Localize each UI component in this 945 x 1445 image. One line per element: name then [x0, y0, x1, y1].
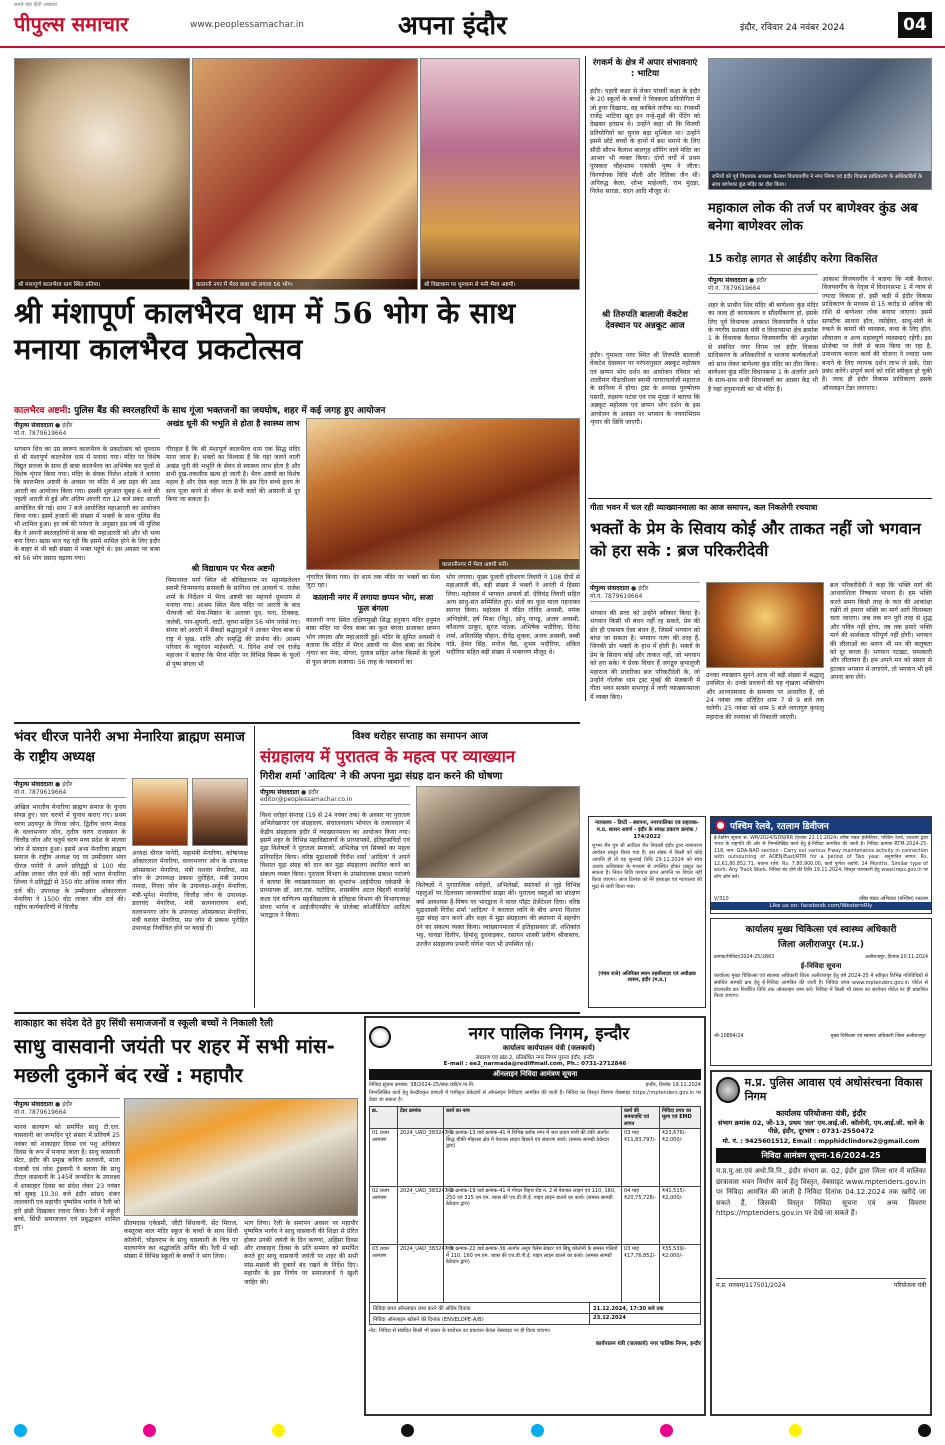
brajdevi-col1: भगवान की सत्ता को उन्होंने स्वीकार किया है। भगवान किसी भी बंधन नहीं रह सकते, प्रेम की डोर ही एकमात्र ऐसा बंधन है, जिसमें भगवान को बांधा जा सकता है। भगवान पतंग की तरह हैं, जिनकी डोर भक्तों के हाथ में होती है। भक्तों के प्रेम के सिवाय कोई और ताकत नहीं, जो भगवान को हरा सके। ये प्रेरक विचार हैं जगद्गुरु कृपालुजी महाराज की प्रचारिका ब्रज परिकरीदेवी के, जो उन्होंने गोलोक धाम ट्रस्ट मुंबई की मेजबानी में गीता भवन सत्संग सभागृह में जारी व्याख्यानमाला में व्यक्त किए। — [590, 610, 700, 701]
cell-id: 2024_UAD_383247_2 — [398, 1187, 444, 1244]
section-divider — [14, 1012, 580, 1014]
vaswani-byline: पीपुल्स संवाददाता ● इंदौर मो.नं. 7879619664 — [14, 1098, 120, 1118]
cell-no: 03 प्रथम आमंत्रण — [370, 1245, 398, 1302]
photo-caption: कालानीनगर में भैरव अष्टमी मनी। — [439, 559, 579, 569]
nn-note: नोट: निविदा से संबंधित किसी भी प्रकार के संशोधन का प्रकाशन केवल वेबसाइट पर ही किया जाएगा। — [369, 1328, 551, 1334]
byline-mobile: मो.नं. 7879619664 — [590, 593, 643, 600]
brajdevi-col2: उनका व्याख्यान सुनने आज भी बड़ी संख्या में श्रद्धालु उपस्थित थे। उनके प्रवचनों की यह शृंखला भक्तियोग और आध्यात्मवाद के समन्वय पर आधारित है, जो 24 नवंबर तक प्रतिदिन शाम 7 से 9 बजे तक चलेगी। 25 नवंबर को शाम 5 बजे जगतगुरु कृपालु महाराज की रथयात्रा भी निकाली जाएगी। — [706, 672, 824, 721]
byline-email: editor@peoplessamachar.co.in — [260, 796, 353, 803]
nn-email: E-mail : ee2_narmada@rediffmail.com, Ph.: 0731-2712846 — [443, 1061, 627, 1067]
kalbhairav-sub3: कालानी नगर में लगाया छप्पन भोग, सजा फूल बंगला — [312, 593, 434, 613]
court-notice — [588, 816, 706, 1008]
kalbhairav-photo-2 — [192, 58, 418, 290]
ph-sign: परियोजना यंत्री — [893, 1282, 926, 1290]
registration-dot — [918, 1424, 931, 1437]
kalbhairav-subhead — [14, 403, 580, 416]
byline-mobile: मो.नं. 7879619664 — [708, 285, 761, 292]
byline-place: इंदौर — [62, 1101, 73, 1108]
menaria-col2: अध्यक्ष धीरज पानेरी, महामंत्री मेनारिया, कोषाध्यक्ष ओंकारलाल मेनारिया, वल्लभनगर जोन के उपाध्यक्ष ओमप्रकाश मेनारिया, मंत्री यशवंत मेनारिया, मप्र जोन के उपाध्यक्ष प्रकाश पुरोहित, मंत्री दमराम नामदा, गिरवा जोन के उपाध्यक्ष-अर्जुन मेनारिया, मंत्री-भूपेश मेनारिया, चित्तौड़ जोन के उपाध्यक्ष-डालचंद मेनारिया, मंत्री सत्यनारायण शर्मा, वल्लभनगर जोन के उपाध्यक्ष ओमप्रकाश मेनारिया, मंत्री यशवंत मेनारिया, मप्र जोन से प्रकाश पुरोहित उपाध्यक्ष निर्वाचित होने पर बधाई दी। — [132, 850, 248, 933]
ph-code: म.प्र. माध्यम/117501/2024 — [716, 1282, 786, 1290]
subhead-text: : पुलिस बैंड की स्वरलहरियों के साथ गूंजा भक्तजनों का जयघोष, शहर में कई जगह हुए आयोजन — [67, 406, 386, 416]
kalbhairav-col4: भोग लगाया। मुख्य पुजारी हरिशरण तिवारी ने 108 दीपों से महाआरती की, बड़ी संख्या में भक्तों ने आरती में हिस्सा लिया। महोत्सव में भागवत आचार्य डॉ. देविचंद्र तिवारी सहित अन्य साधु-संत सम्मिलित हुए। संतों का फूल माला पहनाकर स्वागत किया। महोत्सव में पंडित गोविंद अवस्थी, मयंक अग्निहोत्री, हर्ष मिश्रा (विट्टू), सोनू नायडू, अजय अवस्थी, कौशल्या ठाकुर, सूरज पाठक, अभिषेक भदौरिया, दिनेश शर्मा, अमितसिंह चौहान, दीपेंद्र शुक्ला, अजय अवस्थी, बब्बी पांडे, हेमंत सिंह, मनोज वैद्य, शुभम भदौरिया, अंकित भदौरिया सहित बड़ी संख्या में भक्तगण मौजूद थे। — [446, 574, 580, 657]
railway-title: पश्चिम रेलवे, रतलाम डिवीजन — [730, 822, 829, 832]
byline-mobile: मो.नं. 7879619664 — [14, 1109, 67, 1116]
menaria-byline: पीपुल्स संवाददाता ● इंदौर मो.नं. 7879619664 — [14, 778, 126, 798]
railway-social: Like us on: facebook.com/WesternRly — [711, 902, 931, 910]
cmho-heading: ई-निविदा सूचना — [800, 962, 842, 970]
nn-title: नगर पालिक निगम, इन्दौर — [468, 1024, 630, 1044]
vaswani-photo — [124, 1098, 358, 1216]
railway-header — [711, 817, 931, 834]
registration-dot — [14, 1424, 27, 1437]
museum-byline: पीपुल्स संवाददाता ● इंदौर editor@peoplessamachar.co.in — [260, 786, 410, 805]
website: www.peoplessamachar.in — [190, 20, 304, 30]
baneshwar-col1: शहर के प्राचीन शिव मंदिर श्री बाणेश्वर कुंड मंदिर का जल्द ही कायाकल्प व सौंदर्यीकरण हो, इसके लिए पूर्व विधायक आकाश विजयवर्गीय ने प्रदेश के नगरीय प्रशासन मंत्री व विधानसभा क्षेत्र क्रमांक 1 के विधायक कैलाश विजयवर्गीय की अनुशंसा से संबंधित नगर निगम एवं इंदौर विकास प्राधिकरण के अधिकारियों व भाजपा कार्यकर्ताओं को साथ लेकर बाणेश्वर कुंड मंदिर का दौरा किया। बाणेश्वर कुंड मंदिर विधानसभा 1 के अंतर्गत आने के साथ-साथ सभी शिवभक्तों का आस्था केंद्र भी है यहां हनुमानजी का भी मंदिर है। — [708, 302, 818, 393]
rangkarm-headline: रंगकर्म के क्षेत्र में अपार संभावनाएं : भाटिया — [592, 58, 698, 80]
kalbhairav-byline: पीपुल्स संवाददाता ● इंदौर मो.नं. 7879619664 — [14, 419, 160, 439]
kalbhairav-col2: गौराहल है कि श्री मंशापूर्ण कालभैरव धाम एक सिद्ध मंदिर माना जाता है। भक्तों का विश्वास है कि यहां जलने वाली अखंड धूनी की भभूति के सेवन से स्वास्थ्य लाभ होता है और सभी दुख-तकलीफ खत्म हो जाती है। भैरव अष्टमी का विशेष महत्व है और ऐसा कहा जाता है कि इस दिन सच्चे हृदय के साथ पूजा करने से जीवन के सभी कष्टों की आसानी से दूर किया जा सकता है। — [166, 446, 300, 504]
section-title: अपना इंदौर — [398, 11, 507, 41]
registration-dot — [531, 1424, 544, 1437]
museum-col1: विश्व धरोहर सप्ताह (19 से 24 नवंबर तक) के अवसर पर पुरातत्व अभिलेखागार एवं संग्रहालय, संचालनालय भोपाल के तत्वावधान में केंद्रीय संग्रहालय इंदौर में व्याख्यानमाला का आयोजन किया गया। इसमें शहर के विभिन्न महाविद्यालयों के प्राध्यापकों, इतिहासविदों एवं मुद्रा विशेषज्ञों ने पुरातत्व स्मारकों, अभिलेख एवं सिक्कों का महत्व प्रतिपादित किया। वरिष्ठ मुद्राशास्त्री गिरीश शर्मा 'आदित्य' ने अपने विशाल मुद्रा संग्रह को दान कर मुद्रा संग्रहालय स्थापित करने का संकल्प व्यक्त किया। पुरातत्व विभाग के उपसंचालक प्रकाश परांजपे ने बताया कि व्याख्यानमाला का शुभारंभ आईपीएस एकेडमी के प्राध्यापक डॉ. आर.एस. पटोदिया, शासकीय अटल बिहारी वाजपेई कला एवं वाणिज्य महाविद्यालय के इतिहास विभाग की विभागाध्यक्ष संध्या भार्गव व आईजीएनसीए के प्रोजेक्ट कोऑर्डिनेटर आदित्य भारद्वाज ने किया। — [260, 812, 410, 920]
museum-headline: संग्रहालय में पुरातत्व के महत्व पर व्याख्यान — [260, 747, 516, 766]
cell-emd: ₹35,539/- ₹2,000/- — [662, 1246, 687, 1259]
cell-no: 01 प्रथम आमंत्रण — [370, 1129, 398, 1186]
cell-emd: ₹41,515/- ₹2,000/- — [662, 1188, 687, 1201]
menaria-headline: भंवर धीरज पानेरी अभा मेनारिया ब्राह्मण समाज के राष्ट्रीय अध्यक्ष — [14, 729, 245, 765]
railway-code: V/310 — [714, 896, 729, 902]
cmho-code: जी-10884/24 — [714, 1034, 744, 1039]
column-divider — [585, 56, 586, 701]
photo-caption: कालानी नगर में भैरव बाबा को लगाया 56 भोग। — [193, 279, 417, 289]
cmho-footer-row — [714, 1033, 928, 1039]
menaria-portrait-1 — [132, 778, 188, 846]
cmho-ref: क्रमांक/निविदा/2024-25/2863 — [714, 955, 775, 960]
nn-ref: निविदा सूचना क्रमांक: 38/2024-25/संधा.यंत्री/न.पा.नि. — [369, 1082, 475, 1088]
court-body: शुभम जैन पुत्र श्री आदित्य जैन निवासी इंदौर द्वारा नामांतरण आवेदन प्रस्तुत किया गया है। इस संबंध में किसी को कोई आपत्ति हो तो वह सुनवाई तिथि 29.11.2024 को स्वयं अथवा अधिवक्ता के माध्यम से उपस्थित होकर प्रस्तुत कर सकता है। नियत तिथि पश्चात प्राप्त आपत्ति पर विचार नहीं किया जाएगा। आज दिनांक को मेरे हस्ताक्षर एवं न्यायालय की मुद्रा से जारी किया गया। — [592, 843, 702, 890]
date-label: निविदा प्रपत्र ऑनलाइन जमा करने की अंतिम दिनांक — [370, 1303, 590, 1313]
byline-name: पीपुल्स संवाददाता — [708, 277, 748, 284]
section-divider — [588, 498, 932, 499]
menaria-col1: अखिल भारतीय मेनारिया ब्राह्मण समाज के चुनाव संपन्न हुए। चार चरणों में चुनाव कराए गए। प्रथम चरण उदयपुर के गिरवा जोन, द्वितीय चरण मेवाड़ के वल्लभनगर जोन, तृतीय चरण राजस्थान के चित्तौड़ जोन और चतुर्थ चरण मध्य प्रदेश के मालवा जोन में मतदान हुआ। इसमें अभा मेनारिया ब्राह्मण समाज के राष्ट्रीय अध्यक्ष पद पर उम्मीदवार भंवर धीरज पानेरी ने अपने प्रतिद्वंद्वी से 100 वोट अधिक लाकर जीत दर्ज की। वहीं भारत मेनारिया लिथ्या ने प्रतिद्वंद्वी से 350 वोट अधिक लाकर जीत दर्ज की। उपाध्यक्ष के उम्मीदवार ओंकारलाल मेनारिया ने 1500 वोट लाकर जीत दर्ज की। राष्ट्रीय कार्यकारिणी में चित्तौड़ — [14, 804, 126, 912]
kalbhairav-col1: भगवान शिव का उग्र स्वरूप कालभैरव के प्रकटोत्सव को धूमधाम से श्री मंशापूर्ण कालभैरव धाम में मनाया गया। मंदिर पर विशेष विद्युत सज्जा के साथ ही बाबा कालभैरव का अभिषेक कर फूलों से विशेष शृंगार किया गया। मंदिर के सेवक निलेश शोडके ने बताया कि कालभैरव अष्टमी के अवसर पर मंदिर में अष्ट प्रहर की आठ आरती का आयोजन किया गया। इसकी शुरुआत सुबह 6 बजे की पहली आरती से हुई और अंतिम आरती रात 12 बजे प्रकट आरती आयोजित की गई। शाम 7 बजे आयोजित महाआरती का आयोजन किया गया। इसमें हजारों की संख्या में भक्तों के साथ पुलिस बैंड भी शामिल हुआ। हर वर्ष की परंपरा के अनुसार इस वर्ष भी पुलिस बैंड ने अपनी स्वरलहरियों से बाबा की महाआरती को और भी भव्य बना दिया। खास बात यह रही कि इसमें शामिल होने के लिए इंदौर के बाहर से भी बड़ी संख्या में भक्त पहुंचे थे। इस अवसर पर बाबा को 56 भोग प्रसाद चढ़ाया गया। — [14, 446, 160, 562]
ph-address: संभाग क्रमांक 02, जी-13, प्रथम 'तल' एम.आई.जी. कॉलोनी, एम.आई.जी. थाने के पीछे, इंदौर, दूरभाष : 0731-2550472 — [718, 1118, 924, 1136]
nagar-nigam-ad — [364, 1016, 706, 1416]
photo-caption: श्री विद्याधाम पर धूमधाम से मनी भैरव अष्टमी। — [421, 279, 579, 289]
railway-ad — [710, 816, 932, 914]
date-value: 23.12.2024 — [593, 1315, 626, 1321]
cmho-sign: मुख्य चिकित्सा एवं स्वास्थ्य अधिकारी जिला अलीराजपुर — [830, 1034, 926, 1039]
nn-banner: ऑनलाइन निविदा आमंत्रण सूचना — [369, 1069, 701, 1080]
top-note: सबसे बड़ा हिंदी अखबार — [14, 2, 58, 8]
menaria-portrait-2 — [192, 778, 248, 846]
byline-place: इंदौर — [62, 781, 73, 788]
photo-caption: श्री मंशापूर्ण कालभैरव धाम स्थित प्रतिमा। — [15, 279, 189, 289]
railway-sign: वरिष्ठ मंडल अभियंता (पश्चिम) रतलाम — [858, 896, 928, 902]
th-emd: निविदा प्रपत्र का मूल्य एवं EMD — [662, 1107, 692, 1120]
tirupati-body: इंदौर। गुमाश्ता नगर स्थित श्री तिरुपति बालाजी वेंकटेश देवस्थान पर परंपरानुसार अन्नकूट महोत्सव एवं छप्पन भोग दर्शन का आयोजन रविवार को शालीमार पीठाधीश्वर स्वामी नागराचार्यजी महाराज के सानिध्य में होगा। ट्रस्ट के अध्यक्ष पुरुषोत्तम पसारी, लक्ष्मण पटवा एवं राम मुंदड़ा ने बताया कि अन्नकूट महोत्सव एवं छप्पन भोग दर्शन के इस आयोजन के अवसर पर भगवान के नयनाभिराम शृंगार की छिवि जाएगी। — [590, 352, 700, 426]
nn-sign: कार्यपालन यंत्री (जलकार्य) नगर पालिक निगम, इन्दौर — [595, 1340, 701, 1347]
tirupati-subhead: श्री तिरुपति बालाजी वेंकटेश देवस्थान पर अन्नकूट आज — [602, 310, 688, 332]
registration-marks — [14, 1424, 931, 1437]
ph-footer-row — [716, 1278, 926, 1289]
vaswani-col1: मानव कल्याण को समर्पित साधु टी.एल. वासवानी का जन्मदिन पूरे संसार में प्रतिवर्ष 25 नवंबर को शाकाहार दिवस एवं पशु अधिकार दिवस के रूप में मनाया जाता है। साधु वासवानी सेंटर, इंदौर की प्रमुख कविता सतवानी, माला पंजाबी एवं नरेश टुंडवानी ने बताया कि साधु टीएल वासवानी के 145वें जन्मदिन के उपलक्ष्य में शाकाहार दिवस का संदेश लेकर 23 नवंबर को सुबह 10.30 बजे इंदौर सांसद शंकर लालवानी एवं महापौर पुष्यमित्र भार्गव ने रैली को हरी झंडी दिखाकर रवाना किया। रैली में स्कूली बच्चे, सिंधी समाजजन एवं प्रबुद्धजन शामिल हुए। — [14, 1124, 120, 1232]
cell-cost: 03 माह ₹11,83,797/- — [622, 1129, 660, 1186]
police-housing-ad — [710, 1070, 932, 1416]
cell-name: जोन क्रमांक-22 वार्ड क्रमांक-36 अंतर्गत अनूप पैलेस सेक्टर एवं सिंधु कॉलोनी के समस्त गलियों में 110, 160 एम.एम. व्यास की एच.डी.पी.ई. पाइप लाइन डालने का कार्य। (समस्त सामग्री ठेकेदार द्वारा) — [444, 1245, 622, 1302]
museum-kicker: विश्व धरोहर सप्ताह का समापन आज — [352, 731, 488, 742]
table-row — [370, 1245, 700, 1303]
nn-office: कार्यालय कार्यपालन यंत्री (जलकार्य) — [502, 1044, 596, 1052]
byline-mobile: मो.नं. 7879619664 — [14, 789, 67, 796]
nn-date: इन्दौर, दिनांक 19.11.2024 — [645, 1082, 701, 1088]
vaswani-col3: भाग लिया। रैली के समापन अवसर पर महापौर पुष्यमित्र भार्गव ने साधु वासवानी की शिक्षा से प्रेरित होकर उनकी जयंती के दिन करुणा, अहिंसा दिवस और शाकाहार दिवस के प्रति सम्मान को समर्पित करते हुए साधु वासवानी जयंती पर शहर की सभी मांस-मछली की दुकानें बंद रखने के निर्देश दिए। महापौर के इस निर्णय पर समाजजनों ने खुशी जाहिर की। — [244, 1220, 358, 1286]
page-number: 04 — [898, 12, 932, 38]
table-row — [370, 1129, 700, 1187]
nn-meta-row — [369, 1082, 701, 1088]
cell-name: जोन क्रमांक-19 वार्ड क्रमांक-41 में गोयल विहार रोड नं. 2 से पेयजल लाइन एवं 110, 160, 250 एवं 315 एम.एम. व्यास की एच.डी.पी.ई. पाइप लाइन डालने का कार्य। (समस्त सामग्री ठेकेदार द्वारा) — [444, 1187, 622, 1244]
cmho-ad — [710, 918, 932, 1066]
cell-id: 2024_UAD_383247_3 — [398, 1245, 444, 1302]
nn-table-header — [370, 1107, 700, 1130]
baneshwar-subhead: 15 करोड़ लागत से आईडीए करेगा विकसित — [708, 253, 878, 265]
brand-logo: पीपुल्स समाचार — [14, 12, 129, 36]
vaswani-headline: साधु वासवानी जयंती पर शहर में सभी मांस-मछली दुकानें बंद रखें : महापौर — [14, 1034, 335, 1087]
masthead — [0, 0, 945, 48]
ph-body: म.प्र.पु.आ.एवं अधो.वि.नि., इंदौर संभाग क्र. 02, इंदौर द्वारा जिला धार में वालिका छात्रावास भवन निर्माण कार्य हेतु विस्तृत, वेबसाइट www.mptenders.gov.in पर निविदा आमंत्रित की जाती है निविदा दिनांक 04.12.2024 तक खरीदे जा सकते हैं, जिसकी विस्तृत निविदा सूचना एवं अन्य विवरण https://mptenders.gov.in पर देखे जा सकते हैं। — [716, 1167, 926, 1218]
byline-place: इंदौर — [638, 585, 649, 592]
table-row — [370, 1187, 700, 1245]
registration-dot — [143, 1424, 156, 1437]
nn-intro: निम्नलिखित कार्य हेतु केन्द्रीयकृत प्रणाली में पंजीकृत ठेकेदारों से ऑनलाइन निविदाएं आमंत्रित की जाती हैं। निविदा का विस्तृत विवरण वेबसाइट https://mptenders.gov.in पर देखा जा सकता है। — [369, 1090, 701, 1103]
baneshwar-byline: पीपुल्स संवाददाता ● इंदौर मो.नं. 7879619664 — [708, 274, 818, 294]
section-divider — [14, 722, 580, 724]
byline-name: पीपुल्स संवाददाता — [14, 781, 54, 788]
photo-caption: रानियों को पूर्व विधायक आकाश कैलाश विजयवर्गीय ने नगर निगम एवं इंदौर विकास प्राधिकरण के अधिकारियों के साथ बाणेश्वर कुंड मंदिर का दौरा किया। — [709, 171, 931, 189]
date-value: 21.12.2024, 17:30 बजे तक — [593, 1306, 664, 1312]
registration-dot — [789, 1424, 802, 1437]
byline-place: इंदौर — [756, 277, 767, 284]
kalbhairav-sub2: श्री विद्याधाम पर भैरव अष्टमी — [191, 564, 275, 573]
nigam-emblem-icon — [369, 1026, 391, 1048]
registration-dot — [660, 1424, 673, 1437]
kalbhairav-col3: शृंगारित किया गया। देर शाम तक मंदिर पर भक्तों का मेला जुटा रहा। — [306, 574, 440, 590]
railway-logo-icon — [715, 820, 726, 831]
nn-date-row — [370, 1314, 700, 1324]
kicker: कालभैरव अष्टमी — [14, 406, 68, 416]
vaswani-kicker: शाकाहार का संदेश देते हुए सिंधी समाजजनों व स्कूली बच्चों ने निकाली रैली — [14, 1018, 273, 1029]
registration-dot — [272, 1424, 285, 1437]
railway-body: ई-टेंडरिंग सूचना सं. WR/2024/GDN/RR दिनांक 21.11.2024। वरिष्ठ मंडल इंजीनियर, पश्चिम रेलवे, रतलाम द्वारा भारत के राष्ट्रपति की ओर से निम्नलिखित कार्य हेतु ई-निविदा आमंत्रित की जाती है। निविदा क्रमांक RTM-2024-25-118, नाम: GDA-NAD section - Carry out various P.way maintenance activity in connection with outsourcing of ADEN/East/RTM for a period of Two year. अनुमानित लागत: Rs. 12,61,80,852.71, बयाना राशि: Rs. 7,80,900.00, कार्य पूर्णता अवधि: 24 Months. Similar type of work: Any Track Work. निविदा बंद होने की तिथि 19.11.2024, विस्तृत जानकारी हेतु www.ireps.gov.in पर लॉग ऑन करें। — [714, 836, 928, 880]
byline-name: पीपुल्स संवाददाता — [590, 585, 630, 592]
baneshwar-col2: आकाश विजयवर्गीय ने बताया कि मंत्री कैलाश विजयवर्गीय के नेतृत्व में विधानसभा 1 में न्याय से ज्यादा विकास हो, इसी कड़ी में इंदौर विकास प्राधिकरण के माध्यम से 15 करोड़ से अधिक की राशि से बाणेश्वर लोक बनाया जाएगा। इसमें साफ्टीक साधना हॉल, रसोईघर, साधु-संतों के रुकने के कमरों की व्यवस्था, कथा के लिए हॉल, शौचालय व अन्य महत्वपूर्ण व्यवस्थाएं रहेंगी। इस प्रोजेक्ट पर तेजी से काम किया जा रहा है, उपाध्याय बनाना कार्य की योजना ने ज्यादा भव्य बनाने के लिए व्यापक दर्शन लाभ ले सकें, ऐसा प्रबंध करेंगे। संपूर्ण कार्य को राशि स्वीकृत हो चुकी है। जल्द ही इंदौर विकास प्राधिकरण इसके ऑनलाइन टेंडर लगाएगा। — [822, 276, 932, 392]
cell-id: 2024_UAD_383247_1 — [398, 1129, 444, 1186]
ph-banner: निविदा आमंत्रण सूचना-16/2024-25 — [716, 1148, 926, 1163]
kalbhairav-photo-4 — [306, 418, 580, 570]
museum-col2: विशेषज्ञों ने पुरातात्विक धरोहरों, अभिलेखों, स्मारकों से जुड़े विभिन्न पहलुओं पर दिलचस्प जानकारियां साझा कीं। पुरातत्व वस्तुओं का संरक्षण क्यों आवश्यक है-विषय पर भारद्वाज ने पावर पॉइंट प्रेजेंटेशन दिया। वरिष्ठ मुद्राशास्त्री गिरीश शर्मा 'आदित्य' ने करताल ध्वनि के बीच अपना विशाल मुद्रा संग्रह दान करने और शहर में मुद्रा संग्रहालय की स्थापना में सहयोग देने का संकल्प व्यक्त किया। व्याख्यानमाला में इतिहासकार डॉ. शशिकांत भट्ट, चावड़ा दिलीप, हिमांशु दुधवाड़कर, रसायन शास्त्री प्रवीण श्रीवास्तव, उज्जैन संग्रहालय प्रभारी योगेश पाल भी उपस्थित रहे। — [416, 882, 580, 948]
th-cost: कार्य की समयावधि एवं लागत — [622, 1107, 660, 1129]
court-footer: (पंचम राजे) अतिरिक्त स्थान तहसीलदार एवं अधीक्षक शासन, इंदौर (म.प्र.) — [598, 971, 696, 984]
museum-photo — [416, 786, 580, 878]
ph-contact: मो. नं. : 9425601512, Email : mpphidclindore2@gmail.com — [722, 1138, 920, 1146]
brajdevi-kicker: गीता भवन में चल रही व्याख्यानमाला का आज समापन, कल निकलेगी रथयात्रा — [590, 503, 818, 512]
cmho-body: कार्यालय मुख्य चिकित्सा एवं स्वास्थ्य अधिकारी जिला अलीराजपुर हेतु वर्ष 2024-25 में स्वीकृत विभिन्न गतिविधियों से संबंधित सामग्री क्रय हेतु ई-निविदा आमंत्रित की जाती है। निविदा प्रपत्र www.mptenders.gov.in पोर्टल से डाउनलोड कर निर्धारित तिथि तक ऑनलाइन जमा करें। निविदा में किसी भी प्रकार का संशोधन पोर्टल पर ही प्रकाशित किया जाएगा। — [714, 973, 928, 1000]
kalbhairav-sub1: अखंड धूनी की भभूति से होता है स्वास्थ्य लाभ — [166, 419, 300, 428]
kalbhairav-headline: श्री मंशापूर्ण कालभैरव धाम में 56 भोग के साथ मनाया कालभैरव प्रकटोत्सव — [14, 296, 516, 366]
brajdevi-byline: पीपुल्स संवाददाता ● इंदौर मो.नं. 7879619664 — [590, 582, 700, 602]
kalbhairav-col2b: विमानतल मार्ग स्थित श्री श्रीविद्याधाम पर महामंडलेश्वर स्वामी चिन्मयानंद सरस्वती के सानिध्य एवं आचार्य पं. राजेश शर्मा के निर्देशन में भैरव अष्टमी का महापर्व धूमधाम से मनाया गया। आश्रम स्थित भैरव मंदिर पर आरती के बाद भैरवजी को मेवा-मिष्ठान के अलावा दूध, चना, टिक्कड़, जलेबी, पान-सुपारी, वाटी, चूरमा सहित 56 भोग परोसे गए। संध्या को आरती में सैकड़ों श्रद्धालुओं ने आकर भैरव बाबा से राष्ट्र में सुख, शांति और समृद्धि की प्रार्थना की। आश्रम परिवार के पदुनंदन माहेश्वरी, पं. दिनेश शर्मा एवं राजेंद्र महाजन ने बताया कि भैरव मंदिर पर विभिन्न किस्म के फूलों से पुष्प बंगला भी — [166, 577, 300, 668]
baneshwar-photo — [708, 58, 932, 190]
nn-header — [369, 1021, 701, 1053]
rangkarm-body: इंदौर। पहली कक्षा से लेकर पांचवीं कक्षा के इंदौर के 20 स्कूलों के बच्चों ने चित्रकला प्रतियोगिता में जो हुनर दिखाया, वह काबिले तारीफ था। रंगकर्मी राजेंद्र भाटिया खुद इन नन्हे-मुन्नों की पेंटिंग को देखकर हतप्रभ थे। उन्होंने कहा भी कि विजयी प्रतियोगियों का चुनाव बड़ा मुश्किल था। उन्होंने इसमें छोटे बच्चों के हाथों में ब्रश थमाने के लिए सौदी सौरभ कैलाश बालगृह शॉपिंग वाले मंदिर का आभार भी व्यक्त किया। दोनों वर्गों में प्रथम पुरस्कार चौहथलम एकांकी पुष्प ने जीता। विनर्णायक विधि मौली और रितिका जैन थीं। अनिरुद्ध केला, शोभा माहेश्वरी, राम मुंदड़ा, निलेश सारडा, चंदन आदि मौजूद थे। — [590, 88, 700, 196]
brajdevi-col3: ब्रज परिकरीदेवी ने कहा कि भक्ति मार्ग की आधारशिला निष्काम भावना है। हम भक्ति करते समय किसी तरह के फल की आकांक्षा रखेंगे तो हमारा भक्ति का मार्ग आगे विलम्बता चला जाएगा। जब तक मन पूरी तरह से शुद्ध और पवित्र नहीं होगा, तब तक हमारे भक्ति मार्ग की सार्थकता परिपूर्ण नहीं होगी। भगवान की लीलाओं का श्रवण भी मन की कलुषता को दूर करता है। भगवान नटखट, चमत्कारी और लीलामय हैं। हम अपने मन को संसार से हटाकर भगवान में लगाएंगे, तो भगवान भी हमें अपना बना लेंगे। — [830, 582, 932, 681]
brajdevi-photo — [706, 582, 824, 668]
byline-name: पीपुल्स संवाददाता — [14, 1101, 54, 1108]
museum-subhead: गिरीश शर्मा 'आदित्य' ने की अपना मुद्रा संग्रह दान करने की घोषणा — [260, 771, 503, 782]
column-divider — [254, 726, 255, 1008]
th-id: टेंडर क्रमांक — [398, 1107, 444, 1129]
byline-mobile: मो.नं. 7879619664 — [14, 430, 67, 437]
cmho-meta-row — [714, 954, 928, 960]
court-title: न्यायालय - डिप्टी - स्थापना, नगरपालिका एवं सहायक-म.प्र. शासन अवर्ण - इंदौर के समक्ष प्रकरण क्रमांक / 174/2022 — [594, 820, 700, 840]
kalbhairav-photo-3 — [420, 58, 580, 290]
date-label: निविदा ऑनलाइन खोलने की दिनांक (ENVELOPE-A/B) — [370, 1314, 590, 1324]
baneshwar-headline: महाकाल लोक की तर्ज पर बाणेश्वर कुंड अब बनेगा बाणेश्वर लोक — [708, 201, 918, 234]
byline-place: इंदौर — [308, 789, 319, 796]
dateline: इंदौर, रविवार 24 नवंबर 2024 — [740, 23, 845, 33]
th-no: क्र. — [370, 1107, 398, 1129]
byline-name: पीपुल्स संवाददाता — [14, 422, 54, 429]
byline-name: पीपुल्स संवाददाता — [260, 789, 300, 796]
ph-office: कार्यालय परियोजना यंत्री, इंदौर — [775, 1108, 867, 1118]
kalbhairav-photo-1 — [14, 58, 190, 290]
cell-cost: 03 माह ₹17,76,852/- — [622, 1245, 660, 1302]
registration-dot — [401, 1424, 414, 1437]
cell-name: जोन क्रमांक-13 वार्ड क्रमांक-41 में विभिन्न ब्लॉक नगर में जल प्रदाय पानी की टंकी अंतर्गत सिद्ध चौकी मोहल्ला क्षेत्र में पेयजल लाइन बिछाने एवं संधारण कार्य। (समस्त सामग्री ठेकेदार द्वारा) — [444, 1129, 622, 1186]
nn-address: संधारण एवं खंड-2, प्रतिबंधित नगर निगम पुराना इंदौर, इन्दौर — [475, 1055, 595, 1061]
cell-emd: ₹23,676/- ₹2,000/- — [662, 1130, 687, 1143]
kalbhairav-col3b: कालानी नगर स्थित दक्षिणमुखी सिद्ध हनुमान मंदिर हनुमंत बाबा मंदिर पर भैरव बाबा का फूल बंगला सजाकर छप्पन भोग लगाया और महाआरती हुई। मंदिर के सुमित अवस्थी ने बताया कि मंदिर में भैरव अष्टमी पर भैरव बाबा का विशेष शृंगार कर मेवा, मोगरा, गुलाब सहित अनेक किस्मों के फूलों से फूल बंगला सजाया। 56 तरह के पकवानों का — [306, 617, 440, 666]
nn-date-row — [370, 1303, 700, 1314]
vaswani-col2: प्रीतमदास एकेडमी, जीटी सिंधवानी, सेंट मिराज, कस्तूरबा बाल मंदिर स्कूल के बच्चों के साथ सिंधी कॉलोनी, चोइथराम के साधु वासवानी के चित्र पर माल्यार्पण कर श्रद्धांजलि अर्पित की। रैली में बड़ी संख्या में विभिन्न स्कूलों के बच्चों ने भाग लिया। — [124, 1220, 238, 1261]
nn-table — [369, 1106, 701, 1304]
th-name: कार्य का नाम — [444, 1107, 622, 1129]
cmho-subtitle: जिला अलीराजपुर (म.प्र.) — [777, 940, 865, 950]
brajdevi-headline: भक्तों के प्रेम के सिवाय कोई और ताकत नहीं जो भगवान को हरा सके : ब्रज परिकरीदेवी — [590, 519, 921, 561]
byline-place: इंदौर — [62, 422, 73, 429]
ph-header — [716, 1076, 926, 1105]
cell-no: 02 प्रथम आमंत्रण — [370, 1187, 398, 1244]
ph-title: म.प्र. पुलिस आवास एवं अधोसंरचना विकास निगम — [744, 1076, 923, 1104]
cell-cost: 04 माह ₹20,75,728/- — [622, 1187, 660, 1244]
police-emblem-icon — [716, 1077, 740, 1103]
cmho-date: अलीराजपुर, दिनांक 20.11.2024 — [864, 955, 928, 960]
cmho-title: कार्यालय मुख्य चिकित्सा एवं स्वास्थ्य अधिकारी — [745, 925, 897, 935]
nn-dates — [369, 1303, 701, 1325]
